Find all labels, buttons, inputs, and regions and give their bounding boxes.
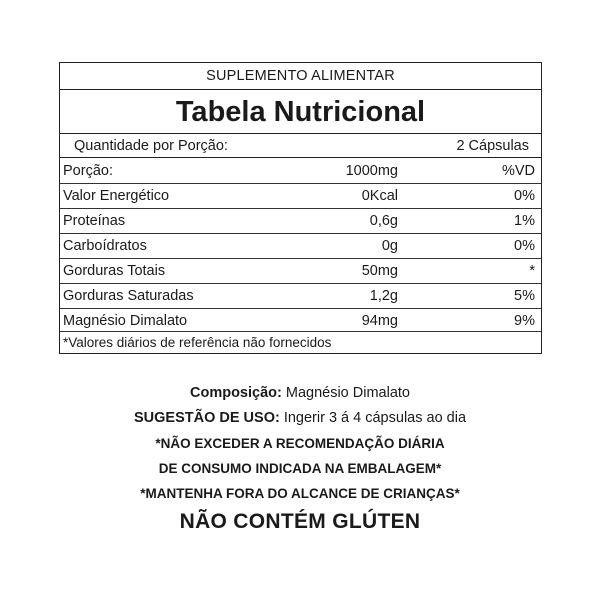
warning-line-3: *MANTENHA FORA DO ALCANCE DE CRIANÇAS* (140, 486, 460, 501)
column-vd: %VD (501, 163, 535, 179)
nutrient-name: Proteínas (63, 213, 126, 229)
nutrient-vd: 0% (514, 238, 535, 254)
usage-label: SUGESTÃO DE USO: (133, 410, 280, 426)
nutrient-vd: 1% (514, 213, 535, 229)
composition-label: Composição: (190, 385, 282, 401)
warning-line-1: *NÃO EXCEDER A RECOMENDAÇÃO DIÁRIA (155, 436, 445, 451)
nutrient-amount: 0,6g (369, 213, 398, 229)
nutrient-amount: 1,2g (369, 288, 398, 304)
nutrient-amount: 0g (381, 238, 398, 254)
nutrient-amount: 0Kcal (361, 188, 398, 204)
nutrient-vd: * (529, 263, 535, 279)
table-row (60, 183, 541, 208)
nutrient-name: Gorduras Saturadas (63, 288, 194, 304)
warning-line-2: DE CONSUMO INDICADA NA EMBALAGEM* (158, 461, 442, 476)
table-row (60, 258, 541, 283)
column-portion: Porção: (63, 163, 113, 179)
column-amount: 1000mg (345, 163, 398, 179)
nutrient-name: Magnésio Dimalato (63, 313, 188, 329)
composition-value: Magnésio Dimalato (281, 385, 410, 401)
nutrient-vd: 5% (514, 288, 535, 304)
usage-value: Ingerir 3 á 4 cápsulas ao dia (279, 410, 467, 426)
column-header-row (60, 157, 541, 183)
table-row (60, 283, 541, 308)
serving-row (60, 133, 541, 157)
table-title: Tabela Nutricional (60, 89, 541, 133)
footnote: *Valores diários de referência não fornecidos (63, 335, 332, 350)
nutrient-name: Carboídratos (63, 238, 147, 254)
nutrient-amount: 50mg (361, 263, 398, 279)
nutrient-vd: 9% (514, 313, 535, 329)
footnote-row (60, 331, 541, 355)
composition-line (0, 385, 600, 401)
gluten-free-notice: NÃO CONTÉM GLÚTEN (179, 510, 421, 533)
serving-label: Quantidade por Porção: (74, 138, 228, 154)
table-row (60, 233, 541, 258)
nutrient-name: Gorduras Totais (63, 263, 166, 279)
nutrient-name: Valor Energético (63, 188, 170, 204)
nutrition-table (59, 62, 542, 354)
table-row (60, 208, 541, 233)
serving-value: 2 Cápsulas (456, 138, 529, 154)
nutrient-amount: 94mg (361, 313, 398, 329)
supplement-header: SUPLEMENTO ALIMENTAR (206, 68, 395, 84)
table-row (60, 308, 541, 333)
nutrient-vd: 0% (514, 188, 535, 204)
usage-line (0, 410, 600, 426)
